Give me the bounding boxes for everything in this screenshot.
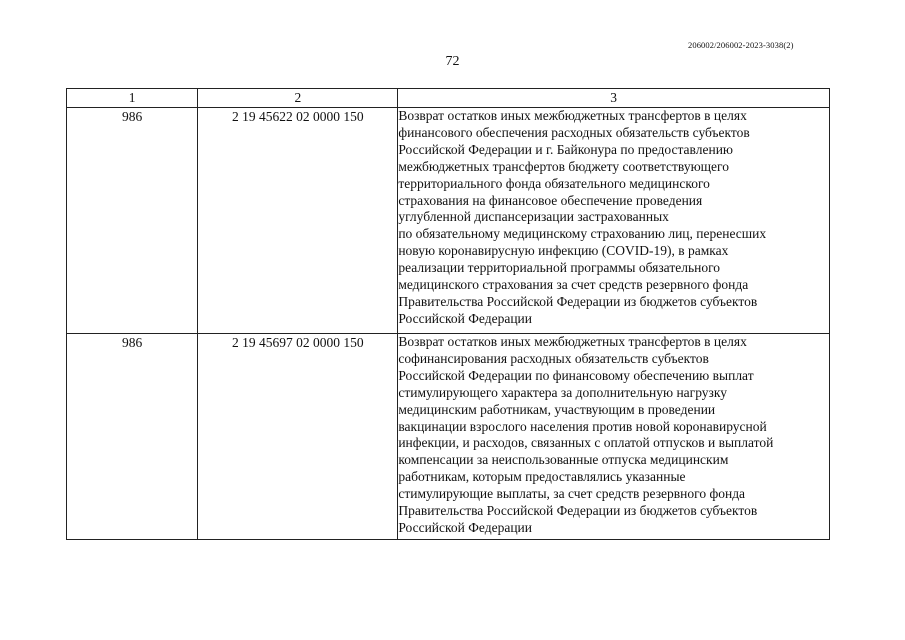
administrator-code: 986 [67, 108, 198, 334]
description-line: по обязательному медицинскому страхованию лиц, перенесших [398, 226, 767, 242]
table-row [67, 334, 830, 540]
document-id: 206002/206002-2023-3038(2) [688, 40, 794, 50]
administrator-code: 986 [67, 334, 198, 540]
revenue-description [398, 334, 830, 540]
description-line: Правительства Российской Федерации из бюджетов субъектов [398, 503, 758, 519]
description-line: Правительства Российской Федерации из бюджетов субъектов [398, 293, 758, 309]
description-line: страхования на финансовое обеспечение проведения [398, 192, 703, 208]
description-line: медицинским работникам, участвующим в проведении [398, 401, 716, 417]
revenue-description [398, 108, 830, 334]
table-header-row [67, 89, 830, 108]
description-line: Возврат остатков иных межбюджетных трансфертов в целях [398, 334, 747, 349]
description-line: финансового обеспечения расходных обязательств субъектов [398, 124, 750, 140]
column-header-1: 1 [67, 89, 198, 108]
description-line: реализации территориальной программы обязательного [398, 260, 721, 276]
description-line: углубленной диспансеризации застрахованных [398, 209, 669, 225]
description-line: территориального фонда обязательного медицинского [398, 175, 710, 191]
description-line: медицинского страхования за счет средств резервного фонда [398, 277, 749, 293]
column-header-3: 3 [398, 89, 830, 108]
description-line: Российской Федерации [398, 519, 532, 535]
description-line: работникам, которым предоставлялись указанные [398, 469, 686, 485]
page-number: 72 [445, 54, 460, 69]
table-row [67, 108, 830, 334]
description-line: инфекции, и расходов, связанных с оплатой отпусков и выплатой [398, 435, 774, 451]
description-line: стимулирующие выплаты, за счет средств резервного фонда [398, 486, 746, 502]
description-line: софинансирования расходных обязательств субъектов [398, 350, 709, 366]
description-line: компенсации за неиспользованные отпуска медицинским [398, 452, 729, 468]
description-line: вакцинации взрослого населения против новой коронавирусной [398, 418, 767, 434]
description-line: межбюджетных трансфертов бюджету соответствующего [398, 158, 729, 174]
revenue-code: 2 19 45622 02 0000 150 [198, 108, 398, 334]
description-line: стимулирующего характера за дополнительную нагрузку [398, 384, 727, 400]
description-line: Российской Федерации [398, 310, 532, 326]
budget-classification-table [66, 88, 830, 540]
revenue-code: 2 19 45697 02 0000 150 [198, 334, 398, 540]
description-line: Российской Федерации по финансовому обеспечению выплат [398, 367, 754, 383]
description-line: Российской Федерации и г. Байконура по предоставлению [398, 141, 734, 157]
description-line: новую коронавирусную инфекцию (COVID-19), в рамках [398, 243, 729, 259]
column-header-2: 2 [198, 89, 398, 108]
description-line: Возврат остатков иных межбюджетных трансфертов в целях [398, 108, 747, 123]
